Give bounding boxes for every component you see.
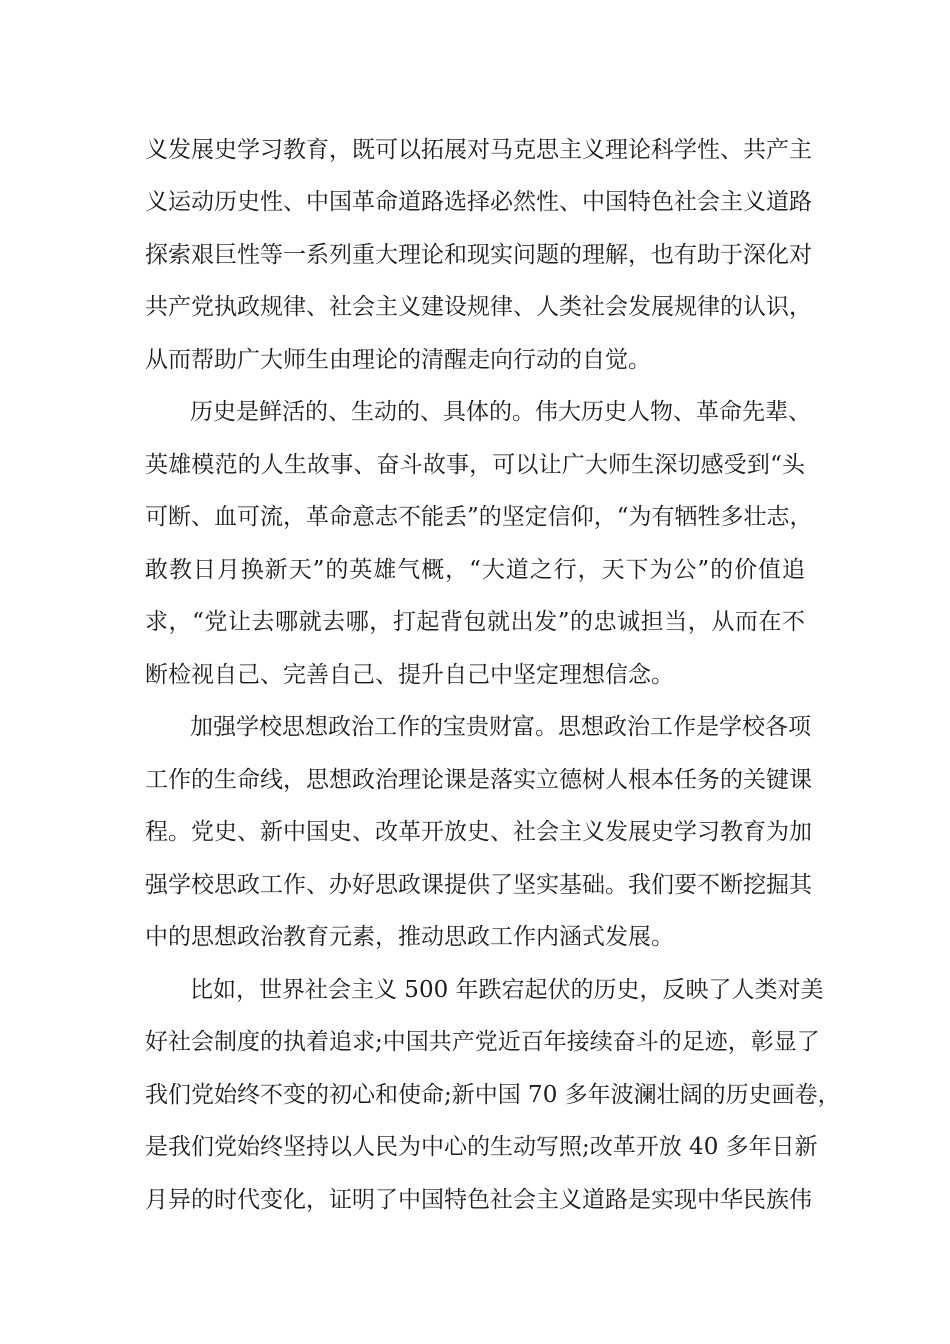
text-line: 程。党史、新中国史、改革开放史、社会主义发展史学习教育为加 [145,819,812,845]
text-line: 断检视自己、完善自己、提升自己中坚定理想信念。 [145,662,674,688]
text-line: 中的思想政治教育元素，推动思政工作内涵式发展。 [145,924,674,950]
text-line: 义发展史学习教育，既可以拓展对马克思主义理论科学性、共产主 [145,137,812,163]
text-line: 强学校思政工作、办好思政课提供了坚实基础。我们要不断挖掘其 [145,872,812,898]
text-line: 工作的生命线，思想政治理论课是落实立德树人根本任务的关键课 [145,767,812,793]
text-line: 是我们党始终坚持以人民为中心的生动写照;改革开放 40 多年日新 [145,1134,818,1160]
text-line: 从而帮助广大师生由理论的清醒走向行动的自觉。 [145,347,651,373]
text-line: 月异的时代变化，证明了中国特色社会主义道路是实现中华民族伟 [145,1187,812,1213]
text-line: 我们党始终不变的初心和使命;新中国 70 多年波澜壮阔的历史画卷， [145,1082,841,1108]
text-line: 义运动历史性、中国革命道路选择必然性、中国特色社会主义道路 [145,189,812,215]
text-line: 求，“党让去哪就去哪，打起背包就出发”的忠诚担当，从而在不 [145,609,805,635]
text-line: 英雄模范的人生故事、奋斗故事，可以让广大师生深切感受到“头 [145,452,805,478]
text-line: 历史是鲜活的、生动的、具体的。伟大历史人物、革命先辈、 [190,399,811,425]
text-line: 共产党执政规律、社会主义建设规律、人类社会发展规律的认识， [145,294,812,320]
text-line: 比如，世界社会主义 500 年跌宕起伏的历史，反映了人类对美 [190,977,824,1003]
text-line: 敢教日月换新天”的英雄气概，“大道之行，天下为公”的价值追 [145,557,805,583]
text-line: 探索艰巨性等一系列重大理论和现实问题的理解，也有助于深化对 [145,242,812,268]
text-line: 好社会制度的执着追求;中国共产党近百年接续奋斗的足迹，彰显了 [145,1029,820,1055]
text-line: 可断、血可流，革命意志不能丢”的坚定信仰，“为有牺牲多壮志， [145,504,813,530]
text-line: 加强学校思想政治工作的宝贵财富。思想政治工作是学校各项 [190,714,811,740]
